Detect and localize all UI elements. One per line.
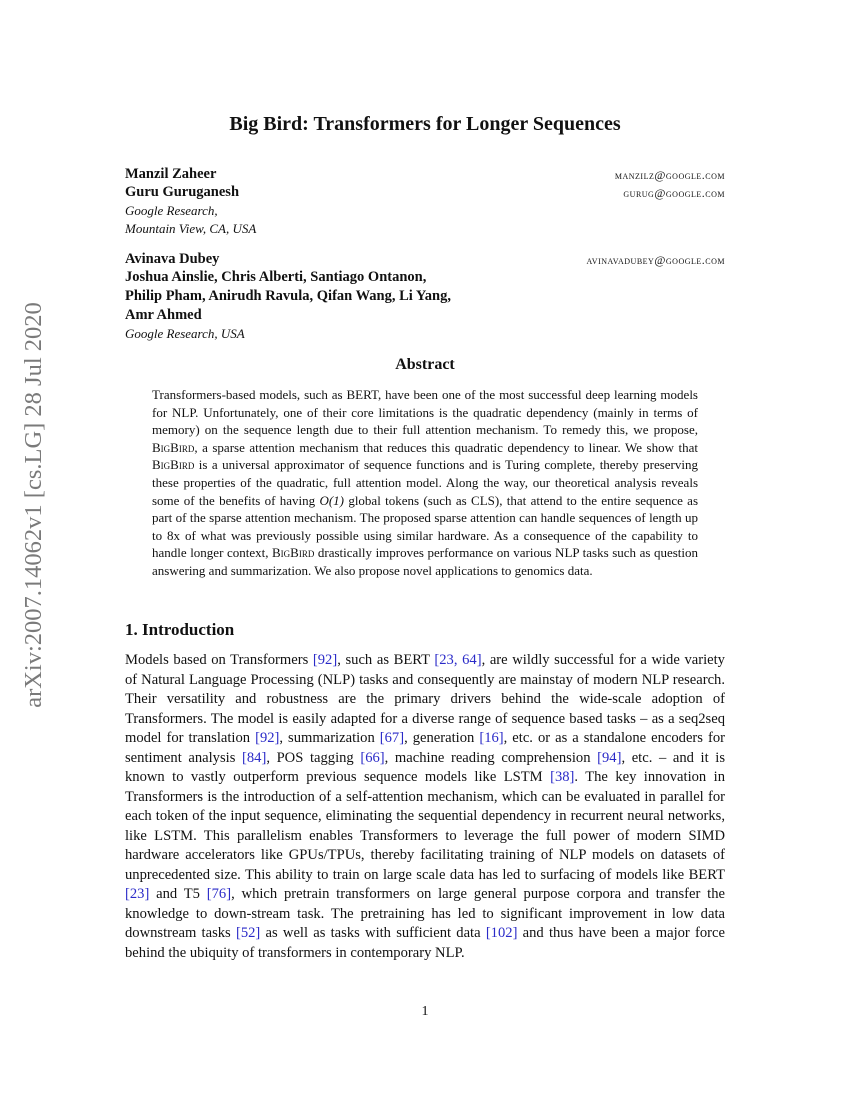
citation-link[interactable]: [67] — [379, 730, 405, 746]
author-name: Joshua Ainslie, Chris Alberti, Santiago Ontanon, — [125, 269, 427, 285]
bigbird-term: BigBird — [152, 457, 195, 473]
author-row — [125, 269, 725, 288]
big-o-term: O(1) — [319, 492, 344, 508]
citation-link[interactable]: [84] — [241, 749, 267, 766]
intro-text-segment: as well as tasks with sufficient data — [260, 925, 486, 941]
author-name: Avinava Dubey — [125, 251, 220, 267]
author-email[interactable]: avinavadubey@google.com — [586, 253, 725, 267]
intro-text-segment: , etc. or as a standalone encoders for sentiment analysis — [125, 730, 725, 766]
author-email[interactable]: gurug@google.com — [623, 186, 725, 200]
section-heading: 1. Introduction — [125, 620, 235, 639]
abstract-heading: Abstract — [395, 356, 455, 373]
author-row — [125, 184, 725, 202]
author-row — [125, 251, 725, 269]
intro-text-segment: and thus have been a major force behind the ubiquity of transformers in contemporary NLP. — [125, 925, 725, 961]
intro-text-segment: and T5 — [149, 886, 207, 902]
affiliation-line: Mountain View, CA, USA — [125, 221, 257, 236]
citation-link[interactable]: [76] — [206, 886, 232, 902]
intro-text-segment: , etc. – and it is known to vastly outperform previous sequence models like LSTM — [125, 749, 726, 785]
author-row — [125, 307, 725, 325]
intro-text-segment: , generation — [404, 730, 480, 746]
citation-link[interactable]: [38] — [550, 769, 575, 785]
bigbird-term: BigBird — [272, 545, 315, 561]
introduction-text — [125, 651, 725, 963]
citation-link[interactable]: [92] — [312, 652, 338, 668]
citation-link[interactable]: [23] — [125, 886, 150, 902]
affiliation-line: Google Research, — [125, 203, 218, 218]
intro-text-segment: . The key innovation in Transformers is the introduction of a self-attention mechanism, which can be evaluated in parallel for each token of the input sequence, eliminating the sequential dependency in recurrent neural networks, like LSTM. This parallelism enables Transformers to leverage the full power of modern SIMD hardware accelerators like GPUs/TPUs, thereby facilitating training of NLP models on datasets of unprecedented size. This ability to train on large scale data has led to surfacing of models like BERT — [125, 769, 726, 883]
citation-link[interactable]: [66] — [360, 749, 385, 766]
intro-text-segment: , POS tagging — [266, 749, 361, 766]
abstract-text — [152, 386, 698, 580]
author-name: Philip Pham, Anirudh Ravula, Qifan Wang, Li Yang, — [125, 288, 451, 304]
author-name: Amr Ahmed — [125, 307, 202, 323]
intro-text-segment: , which pretrain transformers on large general purpose corpora and transfer the knowledge to down-stream task. The pretraining has led to significant improvement in low data downstream tasks — [125, 886, 725, 941]
introduction-paragraph — [125, 651, 725, 963]
citation-link[interactable]: [92] — [255, 730, 280, 746]
author-group-1 — [125, 166, 725, 238]
citation-link[interactable]: [16] — [479, 730, 504, 746]
author-email[interactable]: manzilz@google.com — [614, 168, 725, 182]
intro-text-segment: , such as BERT — [337, 652, 435, 668]
page-number: 1 — [421, 1004, 429, 1019]
citation-link[interactable]: [23, 64] — [434, 652, 482, 668]
citation-link[interactable]: [52] — [235, 925, 261, 941]
arxiv-identifier: arXiv:2007.14062v1 [cs.LG] 28 Jul 2020 — [20, 302, 47, 708]
citation-link[interactable]: [94] — [597, 749, 622, 766]
citation-link[interactable]: [102] — [485, 925, 518, 941]
author-name: Manzil Zaheer — [125, 166, 217, 182]
author-group-2 — [125, 251, 725, 343]
affiliation-line: Google Research, USA — [125, 326, 245, 341]
bigbird-term: BigBird — [152, 439, 195, 455]
intro-text-segment: , machine reading comprehension — [384, 749, 598, 766]
paper-title: Big Bird: Transformers for Longer Sequences — [229, 113, 621, 135]
author-row — [125, 288, 725, 307]
author-name: Guru Guruganesh — [125, 184, 240, 200]
intro-text-segment: , summarization — [279, 730, 380, 746]
intro-text-segment: , are wildly successful for a wide variety of Natural Language Processing (NLP) tasks and consequently are mainstay of modern NLP research. Their versatility and robustness are the primary drivers behind the wide-scale adoption of Transformers. The model is easily adapted for a diverse range of sequence based tasks – as a seq2seq model for translation — [125, 652, 725, 746]
intro-text-segment: Models based on Transformers — [125, 652, 313, 668]
author-row — [125, 166, 725, 184]
abstract-paragraph: Transformers-based models, such as BERT, have been one of the most successful deep learning models for NLP. Unfortunately, one of their core limitations is the quadratic dependency (mainly in terms of memory) on the sequence length due to their full attention mechanism. To remedy this, we propose, BigBird, a sparse attention mechanism that reduces this quadratic dependency to linear. We show that BigBird is a universal approximator of sequence functions and is Turing complete, thereby preserving these properties of the quadratic, full attention model. Along the way, our theoretical analysis reveals some of the benefits of having O(1) global tokens (such as CLS), that attend to the entire sequence as part of the sparse attention mechanism. The proposed sparse attention can handle sequences of length up to 8x of what was previously possible using similar hardware. As a consequence of the capability to handle longer context, BigBird drastically improves performance on various NLP tasks such as question answering and summarization. We also propose novel applications to genomics data. — [152, 387, 699, 578]
